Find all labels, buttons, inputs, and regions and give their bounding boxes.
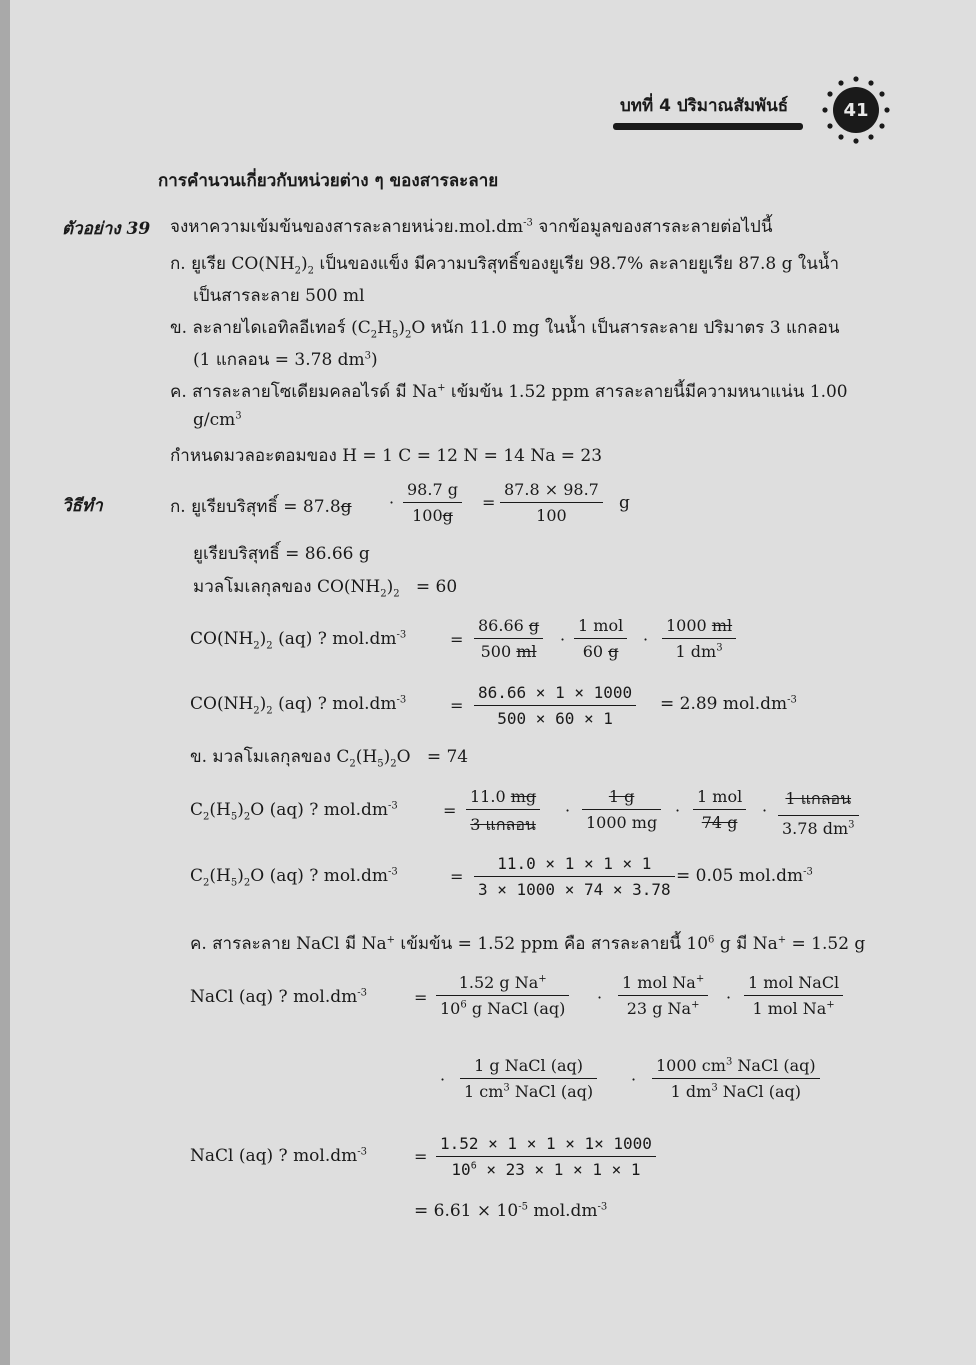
fraction-mass-per-volume: 86.66 g 500 ml — [474, 616, 543, 661]
item-a-line1: ก. ยูเรีย $CO(NH_2)_2$ เป็นของแข็ง มีความบริสุทธิ์ของยูเรีย 98.7% ละลายยูเรีย 87.8 g ในน้ำ — [170, 254, 840, 277]
equals-sign: = — [414, 1147, 428, 1166]
sol-b-eq2-lhs: $C_2(H_5)_2O$ (aq) ? $mol.dm^{-3}$ — [190, 866, 398, 889]
equals-sign: = — [443, 801, 457, 820]
dot-operator: · — [762, 801, 768, 820]
page-edge-shadow — [0, 0, 10, 1365]
fraction-mol-per-74g: 1 mol 74 g — [693, 787, 746, 832]
item-a-line2: เป็นสารละลาย 500 ml — [193, 286, 365, 306]
dot-operator: · — [631, 1070, 637, 1089]
fraction-gallon-to-dm3: 1 แกลอน 3.78 $dm^3$ — [778, 787, 859, 838]
equals-sign: = — [450, 630, 464, 649]
sol-c-eq1-lhs: NaCl (aq) ? $mol.dm^{-3}$ — [190, 987, 368, 1007]
fraction-ml-per-dm3: 1000 ml 1 $dm^3$ — [662, 616, 736, 661]
equals-sign: = — [414, 988, 428, 1007]
sol-a-line3: มวลโมเลกุลของ $CO(NH_2)_2$ = 60 — [193, 577, 458, 600]
header-rule — [613, 123, 803, 130]
sol-a-line1: ก. ยูเรียบริสุทธิ์ = 87.8g — [170, 497, 352, 517]
fraction-na-per-solution: 1.52 g Na+ $10^6$ g NaCl (aq) — [436, 973, 569, 1018]
fraction-ether-mass: 11.0 mg 3 แกลอน — [466, 787, 540, 838]
sol-c-eq2-lhs: NaCl (aq) ? $mol.dm^{-3}$ — [190, 1146, 368, 1166]
chapter-heading: บทที่ 4 ปริมาณสัมพันธ์ — [620, 96, 789, 116]
page-number-badge: 41 — [833, 87, 879, 133]
dot-operator: · — [643, 630, 649, 649]
sol-b-eq1-lhs: $C_2(H_5)_2O$ (aq) ? $mol.dm^{-3}$ — [190, 800, 398, 823]
item-c-line2: $g/cm^3$ — [193, 410, 242, 430]
dot-operator: · — [726, 988, 732, 1007]
solution-label: วิธีทำ — [62, 496, 103, 516]
example-prompt: จงหาความเข้มข้นของสารละลายหน่วย$.mol.dm^{-3}$ จากข้อมูลของสารละลายต่อไปนี้ — [170, 217, 773, 237]
dot-operator: · — [440, 1070, 446, 1089]
sol-a-line2: ยูเรียบริสุทธิ์ = 86.66 g — [193, 544, 370, 564]
fraction-mol-nacl: 1 mol NaCl 1 mol Na+ — [744, 973, 843, 1018]
sol-c-line1: ค. สารละลาย NaCl มี Na+ เข้มข้น = 1.52 ppm คือ สารละลายนี้ $10^6$ g มี Na+ = 1.52 g — [190, 934, 866, 954]
fraction-ether-result: 11.0 × 1 × 1 × 1 3 × 1000 × 74 × 3.78 — [474, 854, 675, 899]
sol-a-eq2-lhs: $CO(NH_2)_2$ (aq) ? $mol.dm^{-3}$ — [190, 694, 407, 717]
fraction-mol-na: 1 mol Na+ 23 g Na+ — [618, 973, 708, 1018]
item-b-line1: ข. ละลายไดเอทิลอีเทอร์ $(C_2H_5)_2O$ หนัก 11.0 mg ในน้ำ เป็นสารละลาย ปริมาตร 3 แกลอน — [170, 318, 840, 341]
example-label: ตัวอย่าง 39 — [62, 219, 151, 239]
result-urea: = 2.89 $mol.dm^{-3}$ — [660, 694, 797, 714]
dot-operator: · — [560, 630, 566, 649]
result-nacl: = $6.61 \times 10^{-5}$ $mol.dm^{-3}$ — [414, 1201, 608, 1221]
fraction-urea-result: 86.66 × 1 × 1000 500 × 60 × 1 — [474, 683, 636, 728]
fraction-nacl-result: 1.52 × 1 × 1 × 1× 1000 $10^6 \times 23 \times 1 \times 1 \times 1$ — [436, 1134, 656, 1179]
dot-operator: · — [565, 801, 571, 820]
result-ether: = 0.05 $mol.dm^{-3}$ — [676, 866, 813, 886]
dot-operator: · — [597, 988, 603, 1007]
fraction-purity: 98.7 g 100g — [403, 480, 462, 525]
fraction-cm3-to-dm3: 1000 $cm^3$ NaCl (aq) 1 $dm^3$ NaCl (aq) — [652, 1056, 820, 1101]
fraction-mol-per-g: 1 mol 60 g — [574, 616, 627, 661]
dot-operator: · — [389, 493, 395, 512]
fraction-pure-mass: 87.8 × 98.7 100 — [500, 480, 603, 525]
given-atomic-masses: กำหนดมวลอะตอมของ H = 1 C = 12 N = 14 Na = 23 — [170, 446, 603, 466]
item-b-line2: (1 แกลอน = 3.78 $dm^3$) — [193, 350, 378, 370]
unit-g: g — [619, 493, 630, 513]
sol-b-line1: ข. มวลโมเลกุลของ $C_2(H_5)_2O = 74$ — [190, 747, 469, 770]
equals-sign: = — [482, 493, 496, 512]
item-c-line1: ค. สารละลายโซเดียมคลอไรด์ มี Na+ เข้มข้น 1.52 ppm สารละลายนี้มีความหนาแน่น 1.00 — [170, 382, 848, 402]
equals-sign: = — [450, 867, 464, 886]
section-title: การคำนวนเกี่ยวกับหน่วยต่าง ๆ ของสารละลาย — [158, 171, 499, 191]
fraction-density: 1 g NaCl (aq) 1 $cm^3$ NaCl (aq) — [460, 1056, 597, 1101]
fraction-mg-to-g: 1 g 1000 mg — [582, 787, 661, 832]
dot-operator: · — [675, 801, 681, 820]
equals-sign: = — [450, 696, 464, 715]
sol-a-eq1-lhs: $CO(NH_2)_2$ (aq) ? $mol.dm^{-3}$ — [190, 629, 407, 652]
